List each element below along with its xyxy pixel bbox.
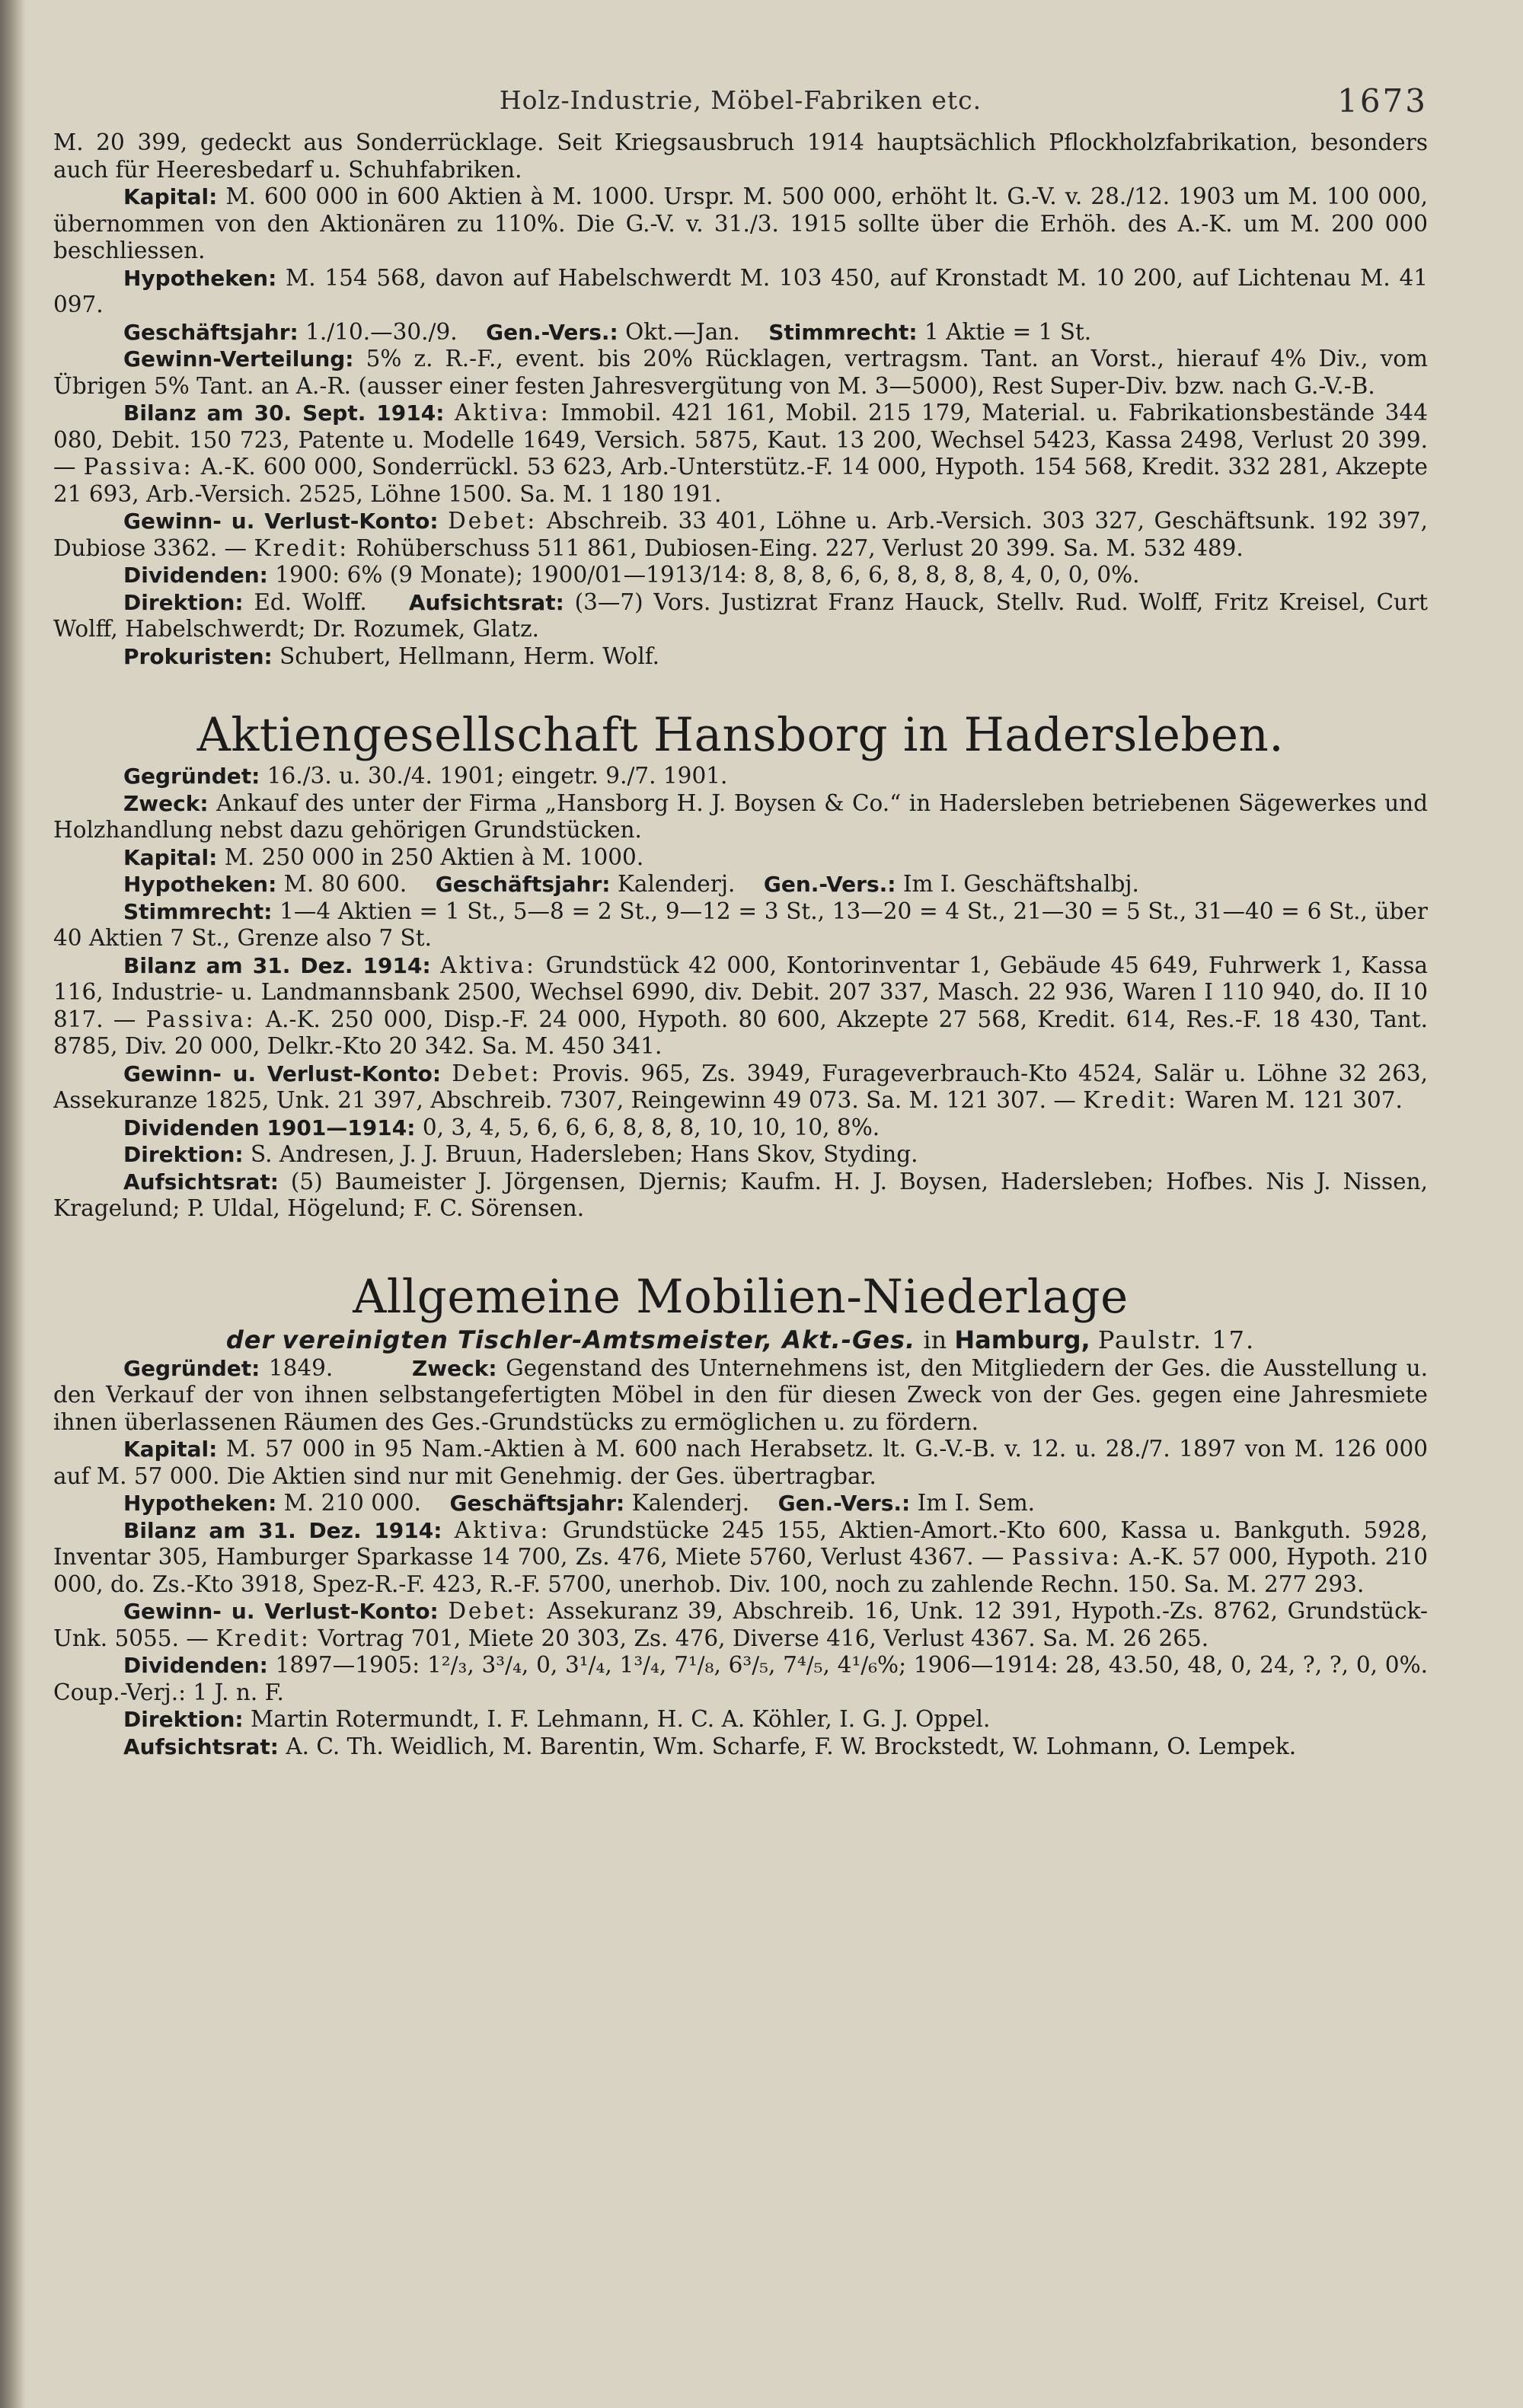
text-debet: Abschreib. 33 401, Löhne u. Arb.-Versich. 303 327, Geschäftsunk. 192 397, Dubiose 3362. — <box>53 508 1428 561</box>
entry-guv <box>53 1598 1428 1652</box>
text-aufsichtsrat: (5) Baumeister J. Jörgensen, Djernis; Kaufm. H. J. Boysen, Hadersleben; Hofbes. Nis J. Nissen, Kragelund; P. Uldal, Högelund; F. C. Sörensen. <box>53 1168 1428 1221</box>
label-genvers: Gen.-Vers.: <box>777 1491 911 1516</box>
entry-hypotheken <box>53 1490 1428 1517</box>
text-hypotheken: M. 154 568, davon auf Habelschwerdt M. 103 450, auf Kronstadt M. 10 200, auf Lichtenau M. 41 097. <box>53 264 1428 317</box>
entry-bilanz <box>53 952 1428 1060</box>
company-title-hansborg: Aktiengesellschaft Hansborg in Hadersleben. <box>196 708 1285 762</box>
label-bilanz: Bilanz am 30. Sept. 1914: <box>123 400 445 426</box>
company-subtitle <box>53 1325 1428 1355</box>
label-aktiva: Aktiva: <box>454 1517 551 1543</box>
label-kredit: Kredit: <box>1083 1087 1178 1113</box>
text-geschaeftsjahr: Kalenderj. <box>617 871 736 897</box>
text-prokuristen: Schubert, Hellmann, Herm. Wolf. <box>279 643 660 669</box>
label-hypotheken: Hypotheken: <box>123 265 277 291</box>
text-kredit: Vortrag 701, Miete 20 303, Zs. 476, Diverse 416, Verlust 4367. Sa. M. 26 265. <box>318 1625 1209 1651</box>
text-passiva: A.-K. 250 000, Disp.-F. 24 000, Hypoth. 80 600, Akzepte 27 568, Kredit. 614, Res.-F. 18 430, Tant. 8785, Div. 20 000, Delkr.-Kto 20 342. Sa. M. 450 341. <box>53 1006 1428 1059</box>
label-dividenden: Dividenden 1901—1914: <box>123 1115 416 1140</box>
subtitle-street: Paulstr. 17. <box>1097 1325 1256 1354</box>
spacer <box>53 670 1428 708</box>
label-gegruendet: Gegründet: <box>123 764 260 789</box>
entry-geschaeftsjahr <box>53 319 1428 346</box>
label-bilanz: Bilanz am 31. Dez. 1914: <box>123 952 431 978</box>
text-debet: Assekuranz 39, Abschreib. 16, Unk. 12 391, Hypoth.-Zs. 8762, Grundstück-Unk. 5055. — <box>53 1598 1428 1651</box>
entry-dividenden <box>53 1115 1428 1142</box>
entry-hansborg <box>53 708 1428 1223</box>
label-direktion: Direktion: <box>123 589 244 615</box>
text-kredit: Waren M. 121 307. <box>1185 1087 1403 1113</box>
label-kredit: Kredit: <box>254 534 350 561</box>
entry-gegruendet <box>53 763 1428 790</box>
entry-kapital <box>53 1436 1428 1490</box>
header-title: Holz-Industrie, Möbel-Fabriken etc. <box>499 85 982 115</box>
label-stimmrecht: Stimmrecht: <box>123 898 273 924</box>
label-geschaeftsjahr: Geschäftsjahr: <box>435 872 611 897</box>
company-title-mobilien: Allgemeine Mobilien-Niederlage <box>353 1269 1129 1324</box>
entry-kapital <box>53 844 1428 872</box>
text-direktion: Ed. Wolff. <box>254 588 367 615</box>
text-zweck: Ankauf des unter der Firma „Hansborg H. J. Boysen & Co.“ in Hadersleben betriebenen Sägewerkes und Holzhandlung nebst dazu gehörigen Grundstücken. <box>53 789 1428 843</box>
entry-stimmrecht <box>53 898 1428 952</box>
text-kredit: Rohüberschuss 511 861, Dubiosen-Eing. 227, Verlust 20 399. Sa. M. 532 489. <box>356 534 1244 561</box>
entry-direktion <box>53 589 1428 643</box>
entry-aufsichtsrat <box>53 1733 1428 1761</box>
text-geschaeftsjahr: Kalenderj. <box>631 1490 750 1516</box>
label-passiva: Passiva: <box>1011 1544 1122 1570</box>
label-kapital: Kapital: <box>123 1437 218 1462</box>
entry-aufsichtsrat <box>53 1169 1428 1223</box>
text-dividenden: 1900: 6% (9 Monate); 1900/01—1913/14: 8, 8, 8, 6, 6, 8, 8, 8, 8, 4, 0, 0, 0%. <box>275 562 1140 588</box>
entry-prokuristen <box>53 643 1428 671</box>
text-passiva: A.-K. 600 000, Sonderrückl. 53 623, Arb.-Unterstütz.-F. 14 000, Hypoth. 154 568, Kredit. 332 281, Akzepte 21 693, Arb.-Versich. 2525, Löhne 1500. Sa. M. 1 180 191. <box>53 454 1428 507</box>
label-direktion: Direktion: <box>123 1142 244 1167</box>
text-direktion: S. Andresen, J. J. Bruun, Hadersleben; Hans Skov, Styding. <box>251 1141 918 1167</box>
book-page <box>53 76 1428 2375</box>
text-gewinnverteilung: 5% z. R.-F., event. bis 20% Rücklagen, vertragsm. Tant. an Vorst., hierauf 4% Div., vom Übrigen 5% Tant. an A.-R. (ausser einer festen Jahresvergütung von M. 3—5000), Rest Super-Div. bzw. nach G.-V.-B. <box>53 346 1428 399</box>
text-kapital: M. 250 000 in 250 Aktien à M. 1000. <box>224 844 644 870</box>
entry-direktion <box>53 1141 1428 1169</box>
label-aufsichtsrat: Aufsichtsrat: <box>123 1733 279 1759</box>
label-dividenden: Dividenden: <box>123 1653 268 1678</box>
text-genvers: Im I. Sem. <box>917 1490 1036 1516</box>
text-genvers: Okt.—Jan. <box>625 318 740 345</box>
label-gewinnverteilung: Gewinn-Verteilung: <box>123 346 354 372</box>
entry-continued <box>53 129 1428 670</box>
entry-zweck <box>53 790 1428 844</box>
spacer <box>53 1223 1428 1270</box>
label-aktiva: Aktiva: <box>440 952 536 978</box>
text-passiva: A.-K. 57 000, Hypoth. 210 000, do. Zs.-Kto 3918, Spez-R.-F. 423, R.-F. 5700, unerhob. Div. 100, noch zu zahlende Rechn. 150. Sa. M. 277 293. <box>53 1544 1428 1597</box>
label-dividenden: Dividenden: <box>123 563 268 588</box>
entry-guv <box>53 508 1428 562</box>
text-aktiva: Grundstück 42 000, Kontorinventar 1, Gebäude 45 649, Fuhrwerk 1, Kassa 116, Industrie- u. Landmannsbank 2500, Wechsel 6990, div. Debit. 207 337, Masch. 22 936, Waren I 110 940, do. II 10 817. — <box>53 952 1428 1032</box>
entry-direktion <box>53 1706 1428 1733</box>
subtitle-name: vereinigten Tischler-Amtsmeister, Akt.-Ges. <box>282 1325 916 1354</box>
subtitle-city: Hamburg, <box>954 1325 1090 1354</box>
subtitle-prefix: der <box>225 1325 275 1354</box>
text-dividenden: 0, 3, 4, 5, 6, 6, 6, 8, 8, 8, 10, 10, 10, 8%. <box>422 1114 880 1140</box>
entry-dividenden <box>53 1652 1428 1706</box>
text-debet: Provis. 965, Zs. 3949, Furageverbrauch-Kto 4524, Salär u. Löhne 32 263, Assekuranze 1825, Unk. 21 397, Abschreib. 7307, Reingewinn 49 073. Sa. M. 121 307. — <box>53 1060 1428 1113</box>
text-genvers: Im I. Geschäftshalbj. <box>902 871 1139 897</box>
label-zweck: Zweck: <box>123 790 209 816</box>
label-aufsichtsrat: Aufsichtsrat: <box>123 1169 279 1194</box>
label-genvers: Gen.-Vers.: <box>763 872 896 897</box>
subtitle-in: in <box>923 1325 947 1354</box>
book-spine-shadow <box>0 0 26 2408</box>
text-hypotheken: M. 80 600. <box>283 871 407 897</box>
label-guv: Gewinn- u. Verlust-Konto: <box>123 1599 439 1624</box>
label-passiva: Passiva: <box>83 454 193 480</box>
label-debet: Debet: <box>452 1060 541 1086</box>
label-kapital: Kapital: <box>123 184 218 209</box>
label-aktiva: Aktiva: <box>454 400 551 426</box>
text-gegruendet: 1849. <box>268 1354 334 1381</box>
entry-bilanz <box>53 400 1428 508</box>
label-kapital: Kapital: <box>123 844 218 870</box>
text-aktiva: Immobil. 421 161, Mobil. 215 179, Material. u. Fabrikationsbestände 344 080, Debit. 150 723, Patente u. Modelle 1649, Versich. 5875, Kaut. 13 200, Wechsel 5423, Kassa 2498, Verlust 20 399. — <box>53 400 1428 480</box>
text-hypotheken: M. 210 000. <box>283 1490 421 1516</box>
page-number: 1673 <box>1337 82 1428 120</box>
entry-intro: M. 20 399, gedeckt aus Sonderrücklage. Seit Kriegsausbruch 1914 hauptsächlich Pflockholzfabrikation, besonders auch für Heeresbedarf u. Schuhfabriken. <box>53 129 1428 183</box>
text-dividenden: 1897—1905: 1²/₃, 3³/₄, 0, 3¹/₄, 1³/₄, 7¹/₈, 6³/₅, 7⁴/₅, 4¹/₆%; 1906—1914: 28, 43.50, 48, 0, 24, ?, ?, 0, 0%. Coup.-Verj.: 1 J. n. F. <box>53 1652 1428 1705</box>
entry-guv <box>53 1060 1428 1115</box>
entry-gewinnverteilung <box>53 346 1428 400</box>
label-direktion: Direktion: <box>123 1707 244 1732</box>
label-aufsichtsrat: Aufsichtsrat: <box>408 589 564 615</box>
entry-hypotheken <box>53 265 1428 319</box>
entry-kapital <box>53 183 1428 265</box>
text-direktion: Martin Rotermundt, I. F. Lehmann, H. C. A. Köhler, I. G. J. Oppel. <box>251 1706 991 1732</box>
label-geschaeftsjahr: Geschäftsjahr: <box>123 319 299 345</box>
text-zweck: Gegenstand des Unternehmens ist, den Mitgliedern der Ges. die Ausstellung u. den Verkauf der von ihnen selbstangefertigten Möbel in den für diesen Zweck von der Ges. gegen eine Jahresmiete ihnen überlassenen Räumen des Ges.-Grundstücks zu ermöglichen u. zu fördern. <box>53 1354 1428 1435</box>
entry-bilanz <box>53 1517 1428 1599</box>
text-aktiva: Grundstücke 245 155, Aktien-Amort.-Kto 600, Kassa u. Bankguth. 5928, Inventar 305, Hamburger Sparkasse 14 700, Zs. 476, Miete 5760, Verlust 4367. — <box>53 1517 1428 1570</box>
label-debet: Debet: <box>448 508 538 534</box>
text-stimmrecht: 1 Aktie = 1 St. <box>924 318 1092 345</box>
label-stimmrecht: Stimmrecht: <box>768 319 918 345</box>
label-zweck: Zweck: <box>411 1355 497 1381</box>
label-genvers: Gen.-Vers.: <box>486 319 618 345</box>
label-kredit: Kredit: <box>216 1625 311 1651</box>
label-debet: Debet: <box>448 1598 538 1624</box>
label-guv: Gewinn- u. Verlust-Konto: <box>123 1060 442 1086</box>
label-geschaeftsjahr: Geschäftsjahr: <box>449 1491 625 1516</box>
text-stimmrecht: 1—4 Aktien = 1 St., 5—8 = 2 St., 9—12 = 3 St., 13—20 = 4 St., 21—30 = 5 St., 31—40 = 6 St., über 40 Aktien 7 St., Grenze also 7 St. <box>53 898 1428 951</box>
label-gegruendet: Gegründet: <box>123 1355 260 1381</box>
text-kapital: M. 57 000 in 95 Nam.-Aktien à M. 600 nach Herabsetz. lt. G.-V.-B. v. 12. u. 28./7. 1897 von M. 126 000 auf M. 57 000. Die Aktien sind nur mit Genehmig. der Ges. übertragbar. <box>53 1436 1428 1489</box>
text-aufsichtsrat: (3—7) Vors. Justizrat Franz Hauck, Stellv. Rud. Wolff, Fritz Kreisel, Curt Wolff, Habelschwerdt; Dr. Rozumek, Glatz. <box>53 588 1428 642</box>
label-hypotheken: Hypotheken: <box>123 1491 277 1516</box>
text-geschaeftsjahr: 1./10.—30./9. <box>305 318 458 345</box>
running-header <box>53 76 1428 129</box>
entry-gegruendet-zweck <box>53 1355 1428 1437</box>
label-hypotheken: Hypotheken: <box>123 872 277 897</box>
text-kapital: M. 600 000 in 600 Aktien à M. 1000. Urspr. M. 500 000, erhöht lt. G.-V. v. 28./12. 1903 um M. 100 000, übernommen von den Aktionären zu 110%. Die G.-V. v. 31./3. 1915 sollte über die Erhöh. des A.-K. um M. 200 000 beschliessen. <box>53 183 1428 263</box>
entry-dividenden <box>53 562 1428 589</box>
label-guv: Gewinn- u. Verlust-Konto: <box>123 509 439 534</box>
label-prokuristen: Prokuristen: <box>123 643 273 669</box>
label-bilanz: Bilanz am 31. Dez. 1914: <box>123 1517 442 1543</box>
entry-mobilien-niederlage <box>53 1270 1428 1761</box>
entry-hypotheken <box>53 871 1428 898</box>
text-aufsichtsrat: A. C. Th. Weidlich, M. Barentin, Wm. Scharfe, F. W. Brockstedt, W. Lohmann, O. Lempek. <box>286 1733 1297 1759</box>
label-passiva: Passiva: <box>145 1006 256 1032</box>
text-gegruendet: 16./3. u. 30./4. 1901; eingetr. 9./7. 1901. <box>267 763 728 789</box>
